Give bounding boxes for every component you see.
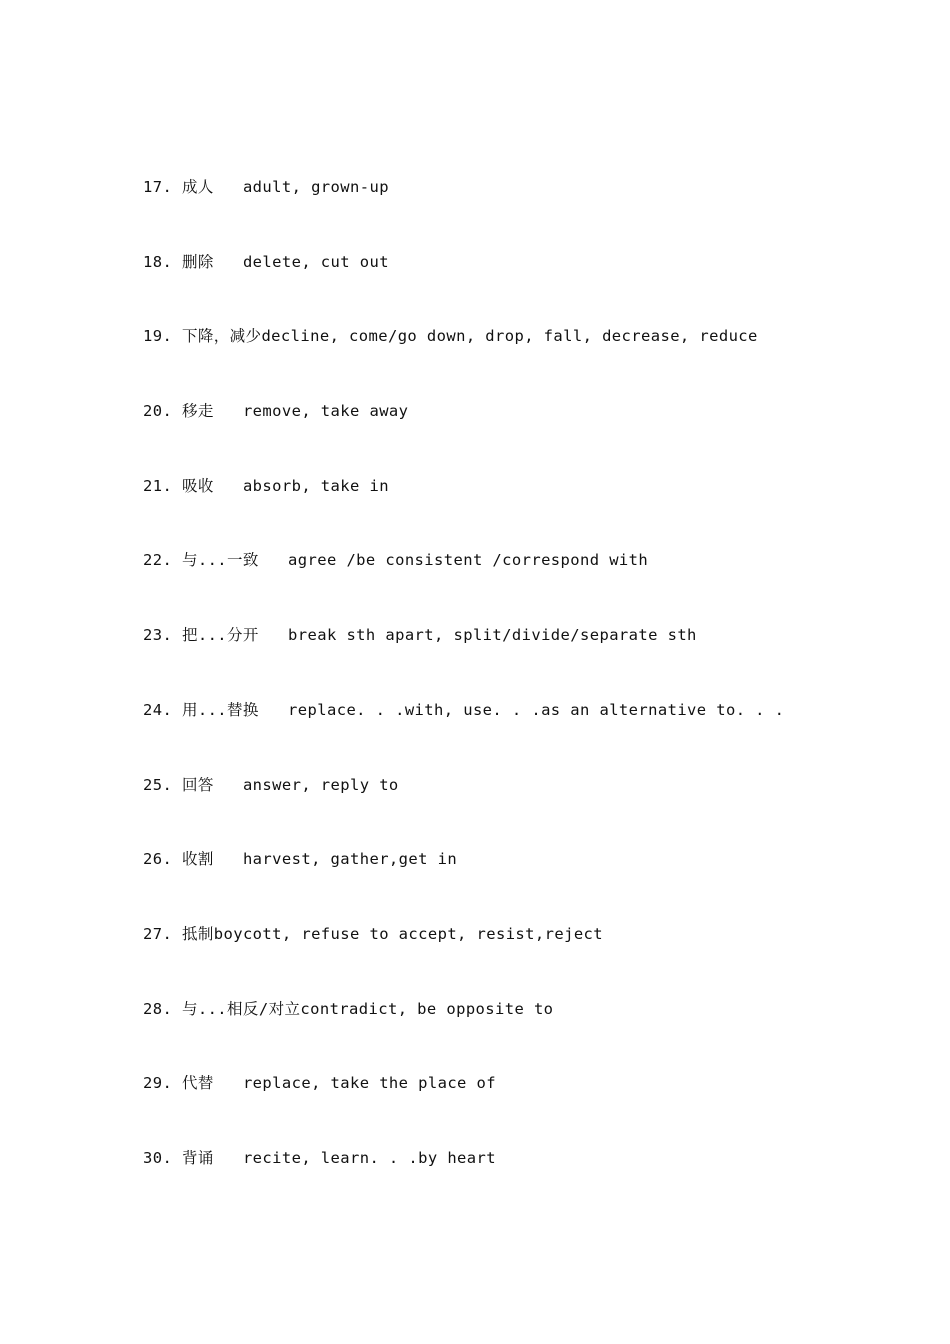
entry-gap (214, 1149, 243, 1167)
entry-english-translation: recite, learn. . .by heart (242, 1148, 496, 1167)
entry-number: 26. (143, 850, 173, 869)
entry-english-translation: remove, take away (242, 402, 409, 421)
entry-chinese-term: 背诵 (181, 1148, 214, 1167)
vocab-entry (143, 1072, 923, 1147)
entry-chinese-term: 与...一致 (181, 551, 259, 570)
vocab-entry (143, 176, 923, 251)
entry-english-translation: replace, take the place of (242, 1074, 496, 1093)
entry-english-translation: replace. . .with, use. . .as an alternative to. . . (288, 700, 785, 719)
entry-number: 23. (143, 626, 173, 645)
entry-number: 25. (143, 775, 173, 794)
entry-gap (214, 402, 243, 420)
entry-gap (214, 1074, 243, 1092)
vocab-entry (143, 475, 923, 550)
vocab-entry (143, 251, 923, 326)
entry-chinese-term: 把...分开 (181, 626, 259, 645)
vocab-entry (143, 624, 923, 699)
entry-english-translation: boycott, refuse to accept, resist,reject (213, 924, 604, 943)
entry-english-translation: absorb, take in (242, 476, 389, 495)
vocab-entry (143, 923, 923, 998)
entry-english-translation: break sth apart, split/divide/separate sth (288, 626, 697, 645)
entry-gap (214, 776, 243, 794)
entry-number: 17. (143, 178, 173, 196)
entry-chinese-term: 用...替换 (181, 700, 259, 719)
entry-gap (214, 850, 243, 868)
vocab-entry (143, 998, 923, 1073)
entry-chinese-term: 吸收 (181, 476, 214, 495)
vocab-entry (143, 400, 923, 475)
entry-english-translation: harvest, gather,get in (242, 850, 458, 869)
entry-chinese-term: 删除 (181, 252, 214, 271)
entry-english-translation: agree /be consistent /correspond with (288, 551, 649, 570)
entry-chinese-term: 下降，减少 (181, 327, 262, 346)
entry-english-translation: decline, come/go down, drop, fall, decrease, reduce (261, 327, 758, 346)
entry-number: 24. (143, 700, 173, 719)
entry-chinese-term: 收割 (181, 850, 214, 869)
entry-english-translation: adult, grown-up (242, 178, 389, 196)
entry-gap (214, 178, 243, 196)
entry-chinese-term: 代替 (181, 1074, 214, 1093)
entry-number: 28. (143, 999, 173, 1018)
entry-english-translation: contradict, be opposite to (300, 999, 554, 1018)
entry-english-translation: delete, cut out (242, 252, 389, 271)
entry-number: 21. (143, 476, 173, 495)
entry-gap (214, 477, 243, 495)
entry-number: 22. (143, 551, 173, 570)
entry-chinese-term: 与...相反/对立 (181, 999, 301, 1018)
entry-chinese-term: 移走 (181, 402, 214, 421)
vocab-entry (143, 325, 923, 400)
entry-chinese-term: 抵制 (181, 924, 214, 943)
vocabulary-list (143, 176, 923, 1222)
entry-gap (259, 551, 288, 569)
vocab-entry (143, 699, 923, 774)
entry-gap (259, 626, 288, 644)
vocab-entry (143, 774, 923, 849)
entry-chinese-term: 成人 (181, 178, 214, 196)
vocab-entry (143, 1147, 923, 1222)
entry-number: 29. (143, 1074, 173, 1093)
entry-number: 30. (143, 1148, 173, 1167)
entry-number: 27. (143, 924, 173, 943)
vocab-entry (143, 848, 923, 923)
entry-gap (214, 253, 243, 271)
entry-number: 20. (143, 402, 173, 421)
entry-number: 19. (143, 327, 173, 346)
entry-number: 18. (143, 252, 173, 271)
entry-gap (259, 701, 288, 719)
entry-chinese-term: 回答 (181, 775, 214, 794)
entry-english-translation: answer, reply to (242, 775, 399, 794)
vocab-entry (143, 549, 923, 624)
